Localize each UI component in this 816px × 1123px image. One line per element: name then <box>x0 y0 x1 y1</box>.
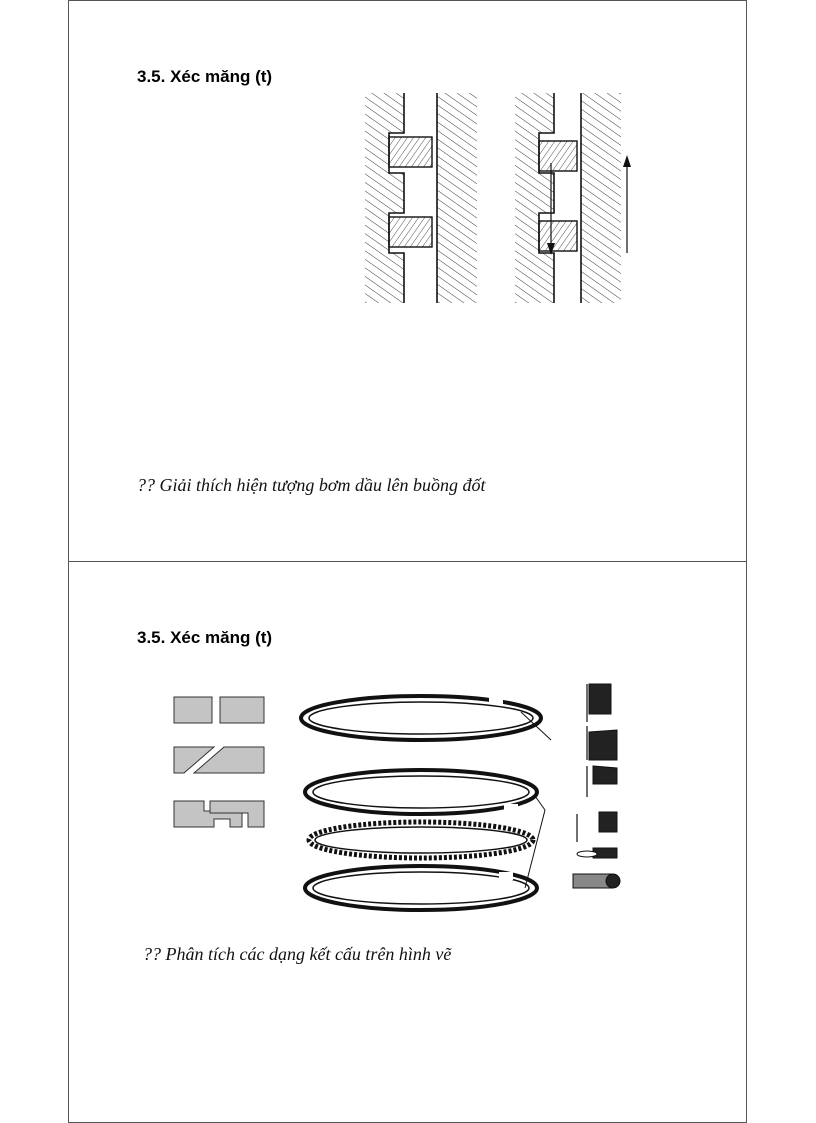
question-text: ?? Giải thích hiện tượng bơm dầu lên buồng đốt <box>137 475 486 495</box>
ring-pumping-diagram <box>359 93 679 303</box>
question-text: ?? Phân tích các dạng kết cấu trên hình vẽ <box>143 944 452 964</box>
ring-cross-sections <box>587 682 677 922</box>
slide-1 <box>68 0 747 562</box>
slide-title: 3.5. Xéc măng (t) <box>137 628 273 647</box>
ring-gap-types <box>174 697 274 837</box>
slide-title: 3.5. Xéc măng (t) <box>137 67 273 86</box>
slide-2 <box>68 561 747 1123</box>
piston-rings <box>299 692 569 912</box>
diagram-right <box>515 93 631 303</box>
